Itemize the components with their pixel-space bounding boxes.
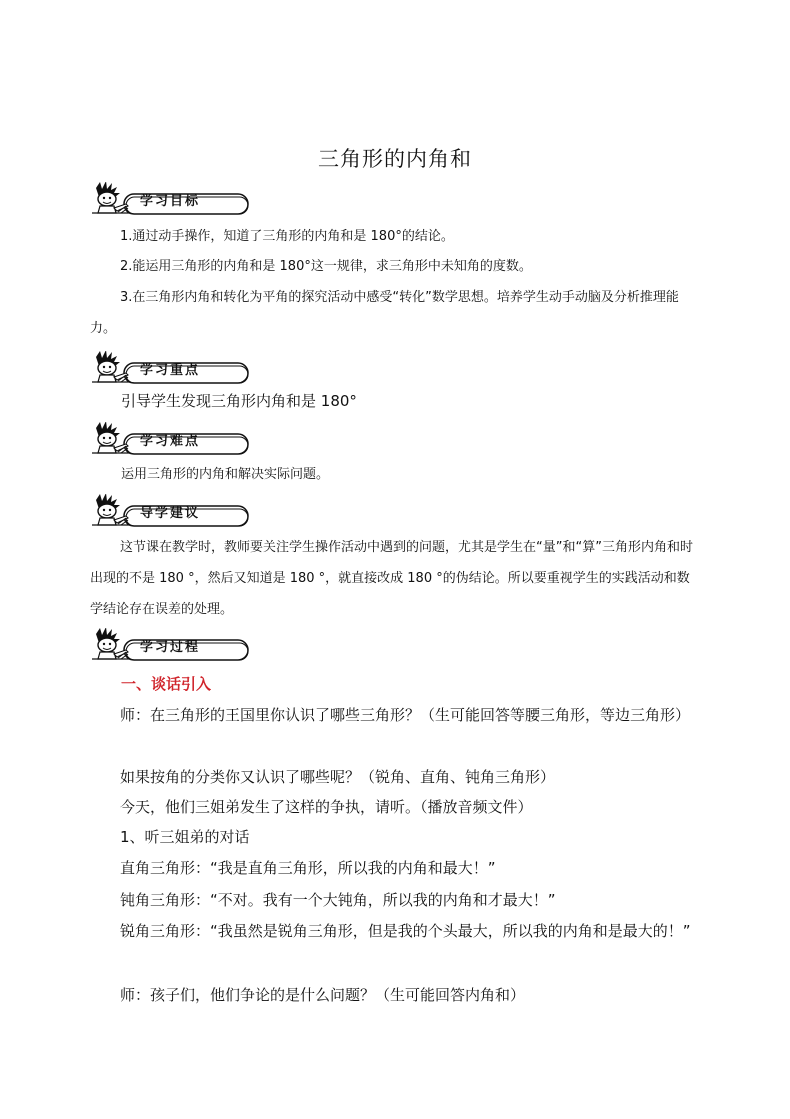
goal-item-1: 1.通过动手操作，知道了三角形的内角和是 180°的结论。	[120, 229, 454, 244]
process-paragraph-4: 1、听三姐弟的对话	[120, 828, 250, 846]
section-badge-key-points	[90, 351, 250, 383]
process-heading: 一、谈话引入	[121, 675, 212, 693]
process-paragraph-2: 如果按角的分类你又认识了哪些呢？（锐角、直角、钝角三角形）	[120, 768, 556, 786]
process-paragraph-8: 师：孩子们，他们争论的是什么问题？（生可能回答内角和）	[120, 986, 526, 1004]
section-badge-difficulties	[90, 422, 250, 454]
goal-item-3: 3.在三角形内角和转化为平角的探究活动中感受“转化”数学思想。培养学生动手动脑及分析推理能力。	[90, 290, 679, 336]
section-badge-suggestions	[90, 494, 250, 526]
section-label-process: 学习过程	[140, 640, 201, 655]
process-paragraph-7: 锐角三角形：“我虽然是锐角三角形，但是我的个头最大，所以我的内角和是最大的！”	[120, 922, 691, 940]
section-label-key-points: 学习重点	[140, 363, 201, 378]
section-badge-process	[90, 628, 250, 660]
page-title: 三角形的内角和	[318, 147, 472, 171]
process-paragraph-3: 今天，他们三姐弟发生了这样的争执，请听。（播放音频文件）	[120, 798, 533, 816]
key-points-text: 引导学生发现三角形内角和是 180°	[121, 392, 357, 410]
process-paragraph-6: 钝角三角形：“不对。我有一个大钝角，所以我的内角和才最大！”	[120, 891, 556, 909]
section-label-suggestions: 导学建议	[140, 506, 201, 521]
difficulties-text: 运用三角形的内角和解决实际问题。	[121, 467, 330, 482]
process-paragraph-5: 直角三角形：“我是直角三角形，所以我的内角和最大！”	[120, 859, 496, 877]
suggestions-text: 这节课在教学时，教师要关注学生操作活动中遇到的问题，尤其是学生在“量”和“算”三角形内角和时出现的不是 180 °，然后又知道是 180 °，就直接改成 180 °的伪结论。所以要重视学生的实践活动和数学结论存在误差的处理。	[90, 540, 693, 617]
process-paragraph-1: 师：在三角形的王国里你认识了哪些三角形？（生可能回答等腰三角形，等边三角形）	[120, 706, 691, 724]
section-label-goals: 学习目标	[140, 194, 201, 209]
goal-item-2: 2.能运用三角形的内角和是 180°这一规律，求三角形中未知角的度数。	[120, 259, 532, 274]
section-label-difficulties: 学习难点	[140, 434, 201, 449]
section-badge-goals	[90, 182, 250, 214]
